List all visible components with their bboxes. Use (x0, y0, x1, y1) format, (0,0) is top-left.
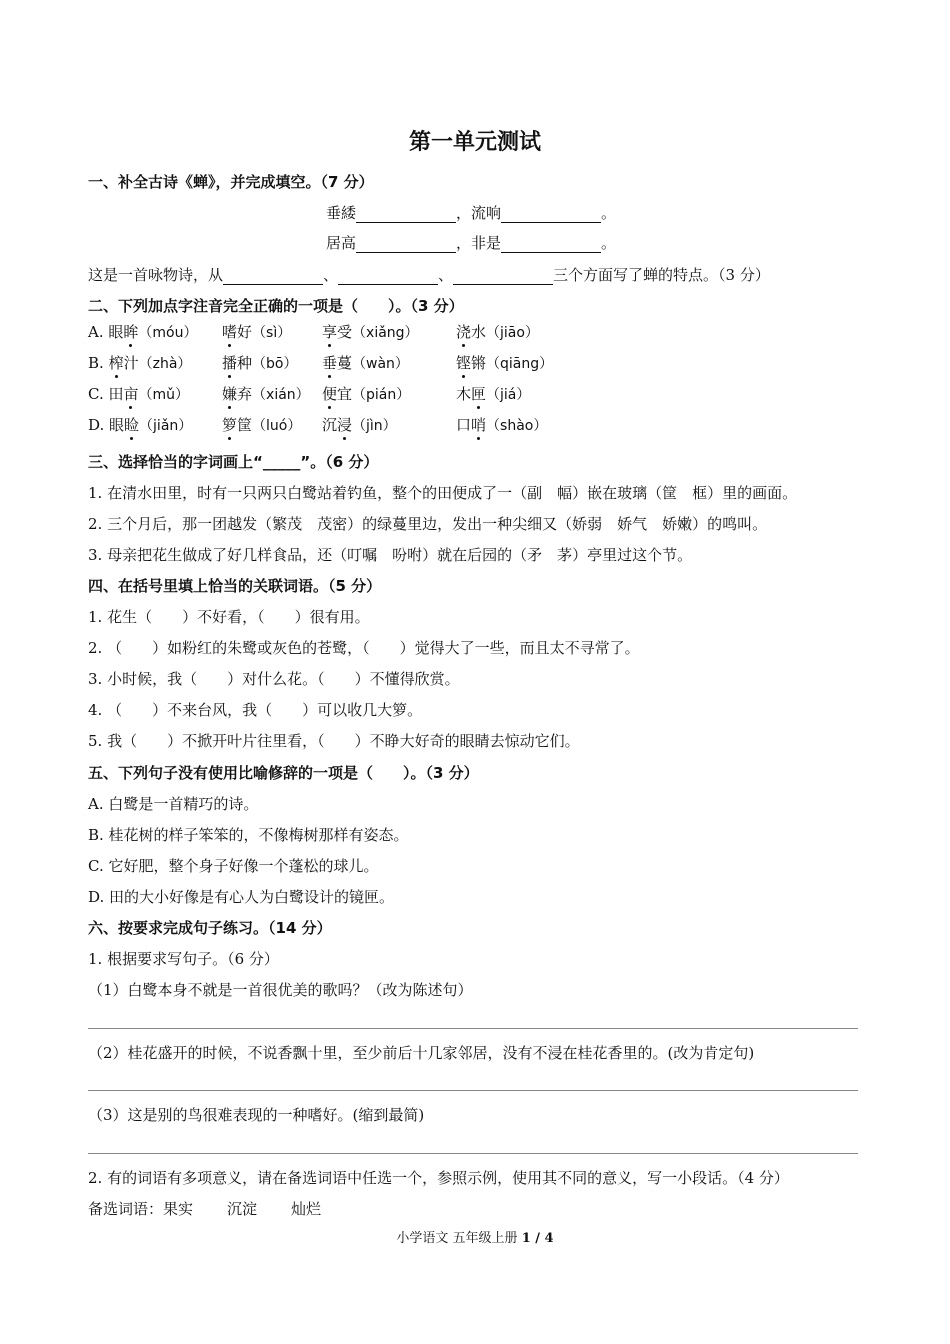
dotted-character: 匣 (471, 385, 487, 403)
answer-blank[interactable] (338, 267, 438, 285)
poem-line-1-end: 。 (601, 204, 617, 222)
pinyin-item (88, 415, 192, 436)
pinyin-item (322, 322, 419, 343)
pinyin-item (322, 384, 410, 405)
word-text: 弃 (237, 385, 253, 403)
pinyin-text: （qiāng） (486, 356, 554, 372)
option-a[interactable]: A. 白鹭是一首精巧的诗。 (88, 795, 259, 813)
poem-question-start: 这是一首咏物诗，从 (88, 266, 224, 284)
poem-line-2-end: 。 (601, 234, 617, 252)
option-b[interactable]: B. 桂花树的样子笨笨的，不像梅树那样有姿态。 (88, 826, 409, 844)
dotted-character: 嫌 (222, 385, 238, 403)
pinyin-text: （jiǎn） (139, 418, 193, 434)
question-1-1: （1）白鹭本身不就是一首很优美的歌吗？（改为陈述句） (88, 981, 473, 999)
section-3-heading: 三、选择恰当的字词画上“_____”。（6 分） (88, 453, 379, 471)
fill-sentence[interactable]: 2. （ ）如粉红的朱鹭或灰色的苍鹭，（ ）觉得大了一些，而且太不寻常了。 (88, 639, 640, 657)
page-title: 第一单元测试 (408, 129, 541, 155)
pinyin-item (456, 353, 553, 374)
word-text: 锵 (471, 354, 487, 372)
word-text: 水 (471, 323, 487, 341)
answer-line[interactable] (88, 1028, 858, 1029)
word-text: A. 眼 (88, 323, 124, 341)
poem-line-2 (326, 233, 616, 253)
answer-blank[interactable] (501, 235, 601, 253)
pinyin-text: （wàn） (352, 356, 409, 372)
section-6-heading: 六、按要求完成句子练习。（14 分） (88, 919, 332, 937)
dotted-character: 浇 (456, 323, 472, 341)
section-2-heading: 二、下列加点字注音完全正确的一项是（ ）。（3 分） (88, 297, 464, 315)
dotted-character: 浸 (337, 416, 353, 434)
question-1-3: （3）这是别的鸟很难表现的一种嗜好。(缩到最简) (88, 1106, 425, 1124)
fill-sentence[interactable]: 3. 小时候，我（ ）对什么花。（ ）不懂得欣赏。 (88, 670, 460, 688)
pinyin-item (88, 353, 191, 374)
dotted-character: 垂 (322, 354, 338, 372)
pinyin-item (456, 415, 547, 436)
word-choice[interactable]: 沉淀 (227, 1200, 258, 1218)
choice-sentence[interactable]: 2. 三个月后，那一团越发（繁茂 茂密）的绿蔓里边，发出一种尖细又（娇弱 娇气 娇嫩）的鸣叫。 (88, 515, 768, 533)
pinyin-text: （mǔ） (138, 387, 190, 403)
dotted-character: 哨 (471, 416, 487, 434)
word-text: 受 (337, 323, 353, 341)
pinyin-item (88, 384, 189, 405)
poem-line-1-mid: ，流响 (456, 204, 502, 222)
option-c[interactable]: C. 它好肥，整个身子好像一个蓬松的球儿。 (88, 857, 379, 875)
answer-blank[interactable] (453, 267, 553, 285)
option-d[interactable]: D. 田的大小好像是有心人为白鹭设计的镜匣。 (88, 888, 395, 906)
pinyin-item (88, 322, 197, 343)
dotted-character: 嗜 (222, 323, 238, 341)
pinyin-item (456, 384, 530, 405)
pinyin-text: （luó） (252, 418, 302, 434)
fill-sentence[interactable]: 4. （ ）不来台风，我（ ）可以收几大箩。 (88, 701, 423, 719)
dotted-character: 享 (322, 323, 338, 341)
pinyin-text: （zhà） (138, 356, 192, 372)
word-text: 口 (456, 416, 472, 434)
dotted-character: 箩 (222, 416, 238, 434)
poem-question-end: 三个方面写了蝉的特点。（3 分） (553, 266, 770, 284)
pinyin-text: （jiá） (486, 387, 531, 403)
separator: 、 (438, 266, 454, 284)
poem-question (88, 265, 770, 285)
section-5-heading: 五、下列句子没有使用比喻修辞的一项是（ ）。（3 分） (88, 764, 479, 782)
pinyin-text: （jiāo） (486, 325, 539, 341)
word-choices-label: 备选词语： (88, 1200, 164, 1218)
word-text: 蔓 (337, 354, 353, 372)
pinyin-item (222, 415, 301, 436)
word-text: 木 (456, 385, 472, 403)
word-text: D. 眼 (88, 416, 125, 434)
dotted-character: 榨 (108, 354, 124, 372)
section-4-heading: 四、在括号里填上恰当的关联词语。（5 分） (88, 577, 382, 595)
answer-line[interactable] (88, 1090, 858, 1091)
fill-sentence[interactable]: 5. 我（ ）不掀开叶片往里看，（ ）不睁大好奇的眼睛去惊动它们。 (88, 732, 580, 750)
poem-line-2-start: 居高 (326, 234, 357, 252)
pinyin-item (456, 322, 539, 343)
pinyin-text: （sì） (252, 325, 292, 341)
pinyin-text: （jìn） (352, 418, 397, 434)
answer-blank[interactable] (356, 205, 456, 223)
pinyin-text: （pián） (352, 387, 411, 403)
word-text: B. (88, 354, 109, 372)
page-footer (0, 1229, 950, 1249)
answer-blank[interactable] (356, 235, 456, 253)
word-text: 汁 (123, 354, 139, 372)
pinyin-item (322, 353, 409, 374)
poem-line-1-start: 垂緌 (326, 204, 357, 222)
word-text: 筐 (237, 416, 253, 434)
question-2: 2. 有的词语有多项意义，请在备选词语中任选一个，参照示例，使用其不同的意义，写一小段话。（4 分） (88, 1169, 789, 1187)
section-1-heading: 一、补全古诗《蝉》，并完成填空。（7 分） (88, 173, 374, 191)
word-text: C. 田 (88, 385, 124, 403)
pinyin-item (222, 322, 291, 343)
word-text: 种 (237, 354, 253, 372)
poem-line-2-mid: ，非是 (456, 234, 502, 252)
word-text: 沉 (322, 416, 338, 434)
footer-text: 小学语文 五年级上册 (396, 1231, 522, 1246)
fill-sentence[interactable]: 1. 花生（ ）不好看，（ ）很有用。 (88, 608, 370, 626)
choice-sentence[interactable]: 3. 母亲把花生做成了好几样食品，还（叮嘱 吩咐）就在后园的（矛 茅）亭里过这个节。 (88, 546, 693, 564)
answer-line[interactable] (88, 1153, 858, 1154)
answer-blank[interactable] (223, 267, 323, 285)
separator: 、 (323, 266, 339, 284)
answer-blank[interactable] (501, 205, 601, 223)
dotted-character: 播 (222, 354, 238, 372)
dotted-character: 便 (322, 385, 338, 403)
pinyin-text: （bō） (252, 356, 298, 372)
dotted-character: 睑 (124, 416, 140, 434)
pinyin-text: （xián） (252, 387, 310, 403)
pinyin-item (222, 384, 310, 405)
pinyin-item (222, 353, 297, 374)
pinyin-text: （shào） (486, 418, 548, 434)
dotted-character: 铿 (456, 354, 472, 372)
dotted-character: 亩 (123, 385, 139, 403)
dotted-character: 眸 (123, 323, 139, 341)
question-1: 1. 根据要求写句子。（6 分） (88, 950, 279, 968)
word-text: 好 (237, 323, 253, 341)
word-choice[interactable]: 果实 (163, 1200, 194, 1218)
pinyin-text: （xiǎng） (352, 325, 419, 341)
poem-line-1 (326, 203, 616, 223)
word-text: 宜 (337, 385, 353, 403)
word-choices (88, 1199, 321, 1219)
page-number: 1 / 4 (521, 1231, 554, 1246)
question-1-2: （2）桂花盛开的时候，不说香飘十里，至少前后十几家邻居，没有不浸在桂花香里的。(改为肯定句) (88, 1044, 755, 1062)
pinyin-item (322, 415, 397, 436)
choice-sentence[interactable]: 1. 在清水田里，时有一只两只白鹭站着钓鱼，整个的田便成了一（副 幅）嵌在玻璃（筐 框）里的画面。 (88, 484, 798, 502)
pinyin-text: （móu） (138, 325, 198, 341)
word-choice[interactable]: 灿烂 (291, 1200, 322, 1218)
